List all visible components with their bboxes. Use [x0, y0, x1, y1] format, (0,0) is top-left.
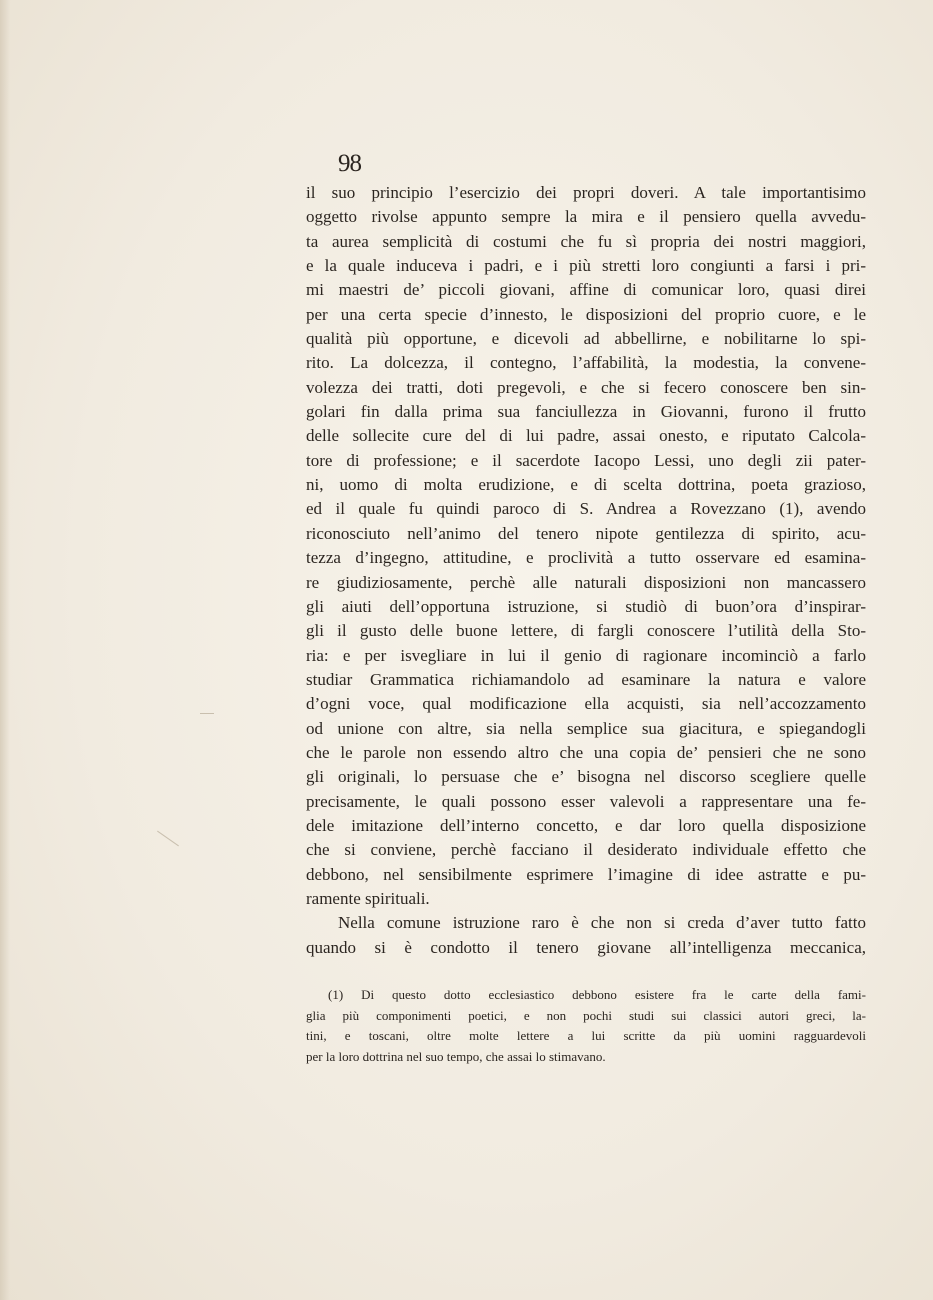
text-line: od unione con altre, sia nella semplice sua giacitura, e spiegandogli [306, 718, 866, 738]
text-line: studiar Grammatica richiamandolo ad esaminare la natura e valore [306, 669, 866, 689]
text-line: ria: e per isvegliare in lui il genio di ragionare incominciò a farlo [306, 645, 866, 665]
text-line: riconosciuto nell’animo del tenero nipote gentilezza di spirito, acu- [306, 523, 866, 543]
paragraph-start-line: Nella comune istruzione raro è che non si creda d’aver tutto fatto [338, 913, 866, 933]
footnote-line: per la loro dottrina nel suo tempo, che assai lo stimavano. [306, 1048, 606, 1064]
text-line: delle sollecite cure del di lui padre, assai onesto, e riputato Calcola- [306, 426, 866, 446]
text-line: golari fin dalla prima sua fanciullezza in Giovanni, furono il frutto [306, 402, 866, 422]
text-line: tore di professione; e il sacerdote Iacopo Lessi, uno degli zii pater- [306, 450, 866, 470]
text-line: precisamente, le quali possono esser valevoli a rappresentare una fe- [306, 791, 866, 811]
footnote [306, 985, 866, 1067]
text-line: re giudiziosamente, perchè alle naturali disposizioni non mancassero [306, 572, 866, 592]
text-line: ed il quale fu quindi paroco di S. Andrea a Rovezzano (1), avendo [306, 499, 866, 519]
text-line: gli il gusto delle buone lettere, di fargli conoscere l’utilità della Sto- [306, 621, 866, 641]
text-line: che le parole non essendo altro che una copia de’ pensieri che ne sono [306, 742, 866, 762]
footnote-line: glia più componimenti poetici, e non pochi studi sui classici autori greci, la- [306, 1007, 866, 1023]
text-line: mi maestri de’ piccoli giovani, affine di comunicar loro, quasi direi [306, 280, 866, 300]
text-line: d’ogni voce, qual modificazione ella acquisti, sia nell’accozzamento [306, 694, 866, 714]
page-number: 98 [338, 150, 361, 177]
text-line: che si conviene, perchè facciano il desiderato individuale effetto che [306, 840, 866, 860]
text-line: dele imitazione dell’interno concetto, e dar loro quella disposizione [306, 815, 866, 835]
body-text [306, 181, 866, 960]
page-edge-shadow [0, 0, 10, 1300]
footnote-line: (1) Di questo dotto ecclesiastico debbono esistere fra le carte della fami- [328, 987, 866, 1002]
paragraph-end-line: ramente spirituali. [306, 888, 430, 908]
text-line: gli originali, lo persuase che e’ bisogna nel discorso scegliere quelle [306, 767, 866, 787]
text-line: volezza dei tratti, doti pregevoli, e che si fecero conoscere ben sin- [306, 377, 866, 397]
text-line: rito. La dolcezza, il contegno, l’affabilità, la modestia, la convene- [306, 353, 866, 373]
footnote-line: tini, e toscani, oltre molte lettere a lui scritte da più uomini ragguardevoli [306, 1028, 866, 1043]
paper-mark [200, 713, 214, 714]
text-line: quando si è condotto il tenero giovane all’intelligenza meccanica, [306, 937, 866, 957]
text-line: il suo principio l’esercizio dei propri doveri. A tale importantisimo [306, 183, 866, 202]
text-line: oggetto rivolse appunto sempre la mira e il pensiero quella avvedu- [306, 207, 866, 227]
text-line: debbono, nel sensibilmente esprimere l’imagine di idee astratte e pu- [306, 864, 866, 884]
text-line: gli aiuti dell’opportuna istruzione, si studiò di buon’ora d’inspirar- [306, 596, 866, 616]
text-line: e la quale induceva i padri, e i più stretti loro congiunti a farsi i pri- [306, 256, 866, 276]
paper-mark [157, 831, 179, 847]
text-line: tezza d’ingegno, attitudine, e proclività a tutto osservare ed esamina- [306, 548, 866, 568]
text-line: per una certa specie d’innesto, le disposizioni del proprio cuore, e le [306, 304, 866, 324]
text-line: ta aurea semplicità di costumi che fu sì propria dei nostri maggiori, [306, 231, 866, 251]
text-line: ni, uomo di molta erudizione, e di scelta dottrina, poeta grazioso, [306, 475, 866, 495]
text-line: qualità più opportune, e dicevoli ad abbellirne, e nobilitarne lo spi- [306, 329, 866, 349]
